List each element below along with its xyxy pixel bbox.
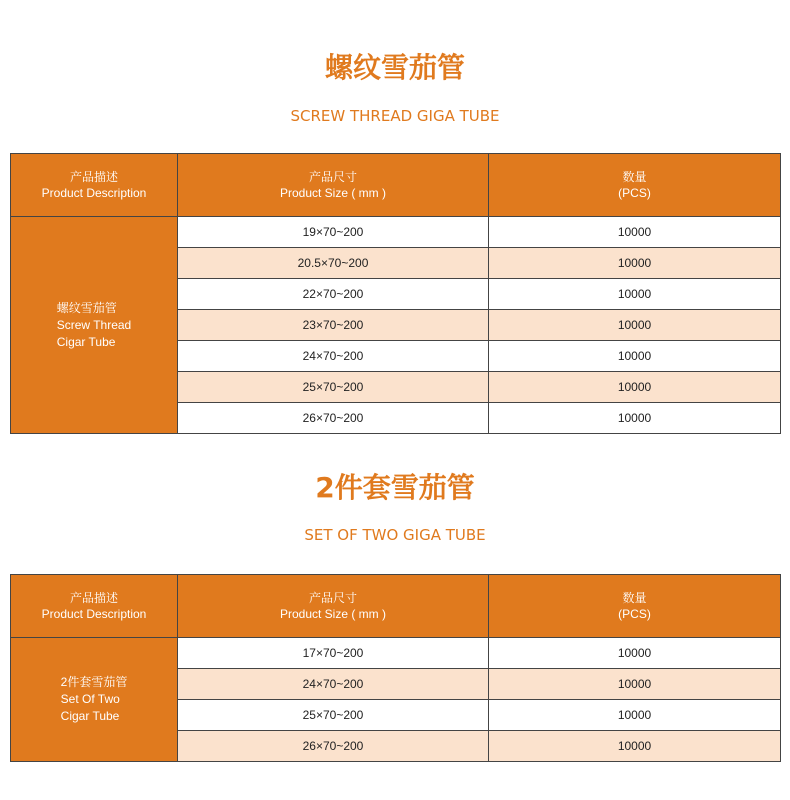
size-cell: 24×70~200: [178, 669, 489, 700]
section2-title-zh: 2件套雪茄管: [315, 471, 475, 504]
size-cell: 22×70~200: [178, 279, 489, 310]
size-cell: 26×70~200: [178, 403, 489, 434]
category-label-en-line1: Set Of Two: [60, 692, 120, 706]
quantity-cell: 10000: [489, 310, 781, 341]
quantity-cell: 10000: [489, 638, 781, 669]
size-cell: 17×70~200: [178, 638, 489, 669]
header-size: [178, 575, 489, 638]
category-cell: [11, 217, 178, 434]
header-label-en: Product Description: [41, 186, 147, 200]
header-label-en: Product Size ( mm ): [279, 186, 387, 200]
header-quantity: [489, 575, 781, 638]
header-label-en: Product Size ( mm ): [279, 607, 387, 621]
quantity-cell: 10000: [489, 669, 781, 700]
section1-title-en: SCREW THREAD GIGA TUBE: [290, 107, 500, 125]
size-cell: 19×70~200: [178, 217, 489, 248]
section2-spec-table: [10, 574, 781, 762]
header-label-zh: 产品尺寸: [308, 591, 357, 605]
size-cell: 25×70~200: [178, 372, 489, 403]
header-quantity: [489, 154, 781, 217]
header-label-en: (PCS): [618, 607, 651, 621]
quantity-cell: 10000: [489, 700, 781, 731]
table-header-row: [11, 575, 781, 638]
table-row: [11, 217, 781, 248]
size-cell: 20.5×70~200: [178, 248, 489, 279]
quantity-cell: 10000: [489, 248, 781, 279]
header-label-zh: 数量: [622, 170, 647, 184]
header-description: [11, 575, 178, 638]
size-cell: 26×70~200: [178, 731, 489, 762]
header-label-zh: 产品描述: [69, 170, 118, 184]
size-cell: 23×70~200: [178, 310, 489, 341]
category-label-en-line2: Cigar Tube: [60, 709, 120, 723]
category-cell: [11, 638, 178, 762]
header-label-zh: 产品尺寸: [308, 170, 357, 184]
quantity-cell: 10000: [489, 341, 781, 372]
quantity-cell: 10000: [489, 731, 781, 762]
header-label-zh: 数量: [622, 591, 647, 605]
size-cell: 24×70~200: [178, 341, 489, 372]
quantity-cell: 10000: [489, 372, 781, 403]
header-size: [178, 154, 489, 217]
section1-title-zh: 螺纹雪茄管: [324, 51, 465, 84]
quantity-cell: 10000: [489, 403, 781, 434]
header-description: [11, 154, 178, 217]
section1-spec-table: [10, 153, 781, 434]
size-cell: 25×70~200: [178, 700, 489, 731]
category-label-en-line2: Cigar Tube: [56, 334, 116, 349]
table-row: [11, 638, 781, 669]
header-label-zh: 产品描述: [69, 591, 118, 605]
header-label-en: (PCS): [618, 186, 651, 200]
section2-title-en: SET OF TWO GIGA TUBE: [304, 526, 486, 544]
category-label-zh: 2件套雪茄管: [60, 675, 128, 689]
category-label-zh: 螺纹雪茄管: [56, 300, 117, 315]
header-label-en: Product Description: [41, 607, 147, 621]
quantity-cell: 10000: [489, 279, 781, 310]
category-label-en-line1: Screw Thread: [56, 317, 132, 332]
table-header-row: [11, 154, 781, 217]
quantity-cell: 10000: [489, 217, 781, 248]
